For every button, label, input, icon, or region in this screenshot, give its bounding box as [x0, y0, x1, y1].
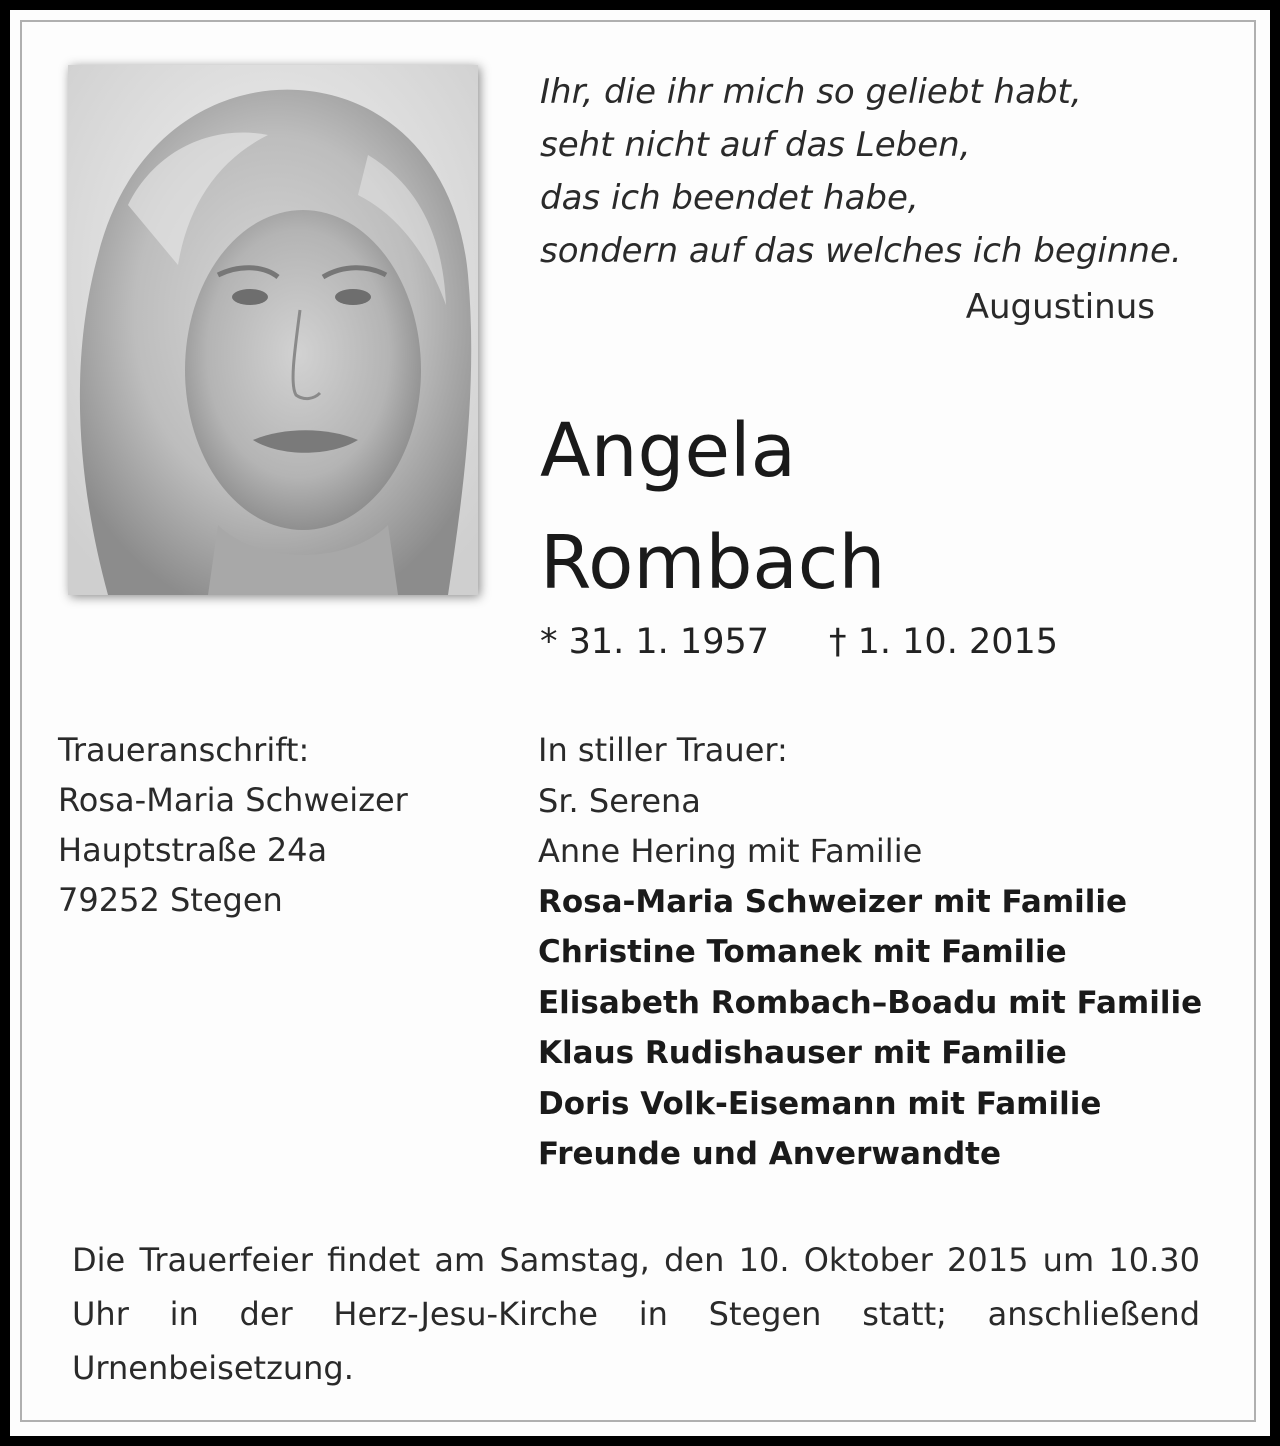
mourner: Christine Tomanek mit Familie: [538, 934, 1067, 970]
funeral-service-info: Die Trauerfeier findet am Samstag, den 10. Oktober 2015 um 10.30 Uhr in der Herz-Jesu-Kirche in Stegen statt; anschließend Urnenbeisetzung.: [72, 1241, 1200, 1387]
mourner: Klaus Rudishauser mit Familie: [538, 1035, 1067, 1071]
birth-date: * 31. 1. 1957: [540, 622, 770, 662]
mourner: Anne Hering mit Familie: [538, 832, 923, 870]
obituary-notice: [10, 10, 1270, 1436]
mourning-address: [58, 725, 408, 925]
mourner: Elisabeth Rombach–Boadu mit Familie: [538, 984, 1203, 1021]
last-name: Rombach: [540, 520, 886, 606]
first-name: Angela: [540, 408, 796, 494]
address-street: Hauptstraße 24a: [58, 831, 328, 869]
mourners-list: [538, 725, 1202, 1180]
address-name: Rosa-Maria Schweizer: [58, 781, 408, 819]
mourner: Sr. Serena: [538, 781, 701, 820]
life-dates: [540, 622, 1058, 662]
mourner: Doris Volk-Eisemann mit Familie: [538, 1085, 1102, 1122]
quote-line: Ihr, die ihr mich so geliebt habt,: [540, 72, 1082, 112]
address-label: Traueranschrift:: [58, 731, 310, 769]
quote-line: sondern auf das welches ich beginne.: [540, 231, 1182, 271]
mourner: Rosa-Maria Schweizer mit Familie: [538, 883, 1128, 920]
deceased-name: [540, 395, 885, 619]
death-date: † 1. 10. 2015: [829, 622, 1059, 662]
quote-line: das ich beendet habe,: [540, 178, 919, 218]
portrait-photo: [68, 65, 478, 595]
mourners-label: In stiller Trauer:: [538, 731, 788, 769]
address-city: 79252 Stegen: [58, 881, 283, 919]
quote-author: Augustinus: [965, 287, 1155, 327]
quote-line: seht nicht auf das Leben,: [540, 125, 971, 165]
memorial-quote: [540, 66, 1182, 278]
mourner: Freunde und Anverwandte: [538, 1136, 1002, 1172]
